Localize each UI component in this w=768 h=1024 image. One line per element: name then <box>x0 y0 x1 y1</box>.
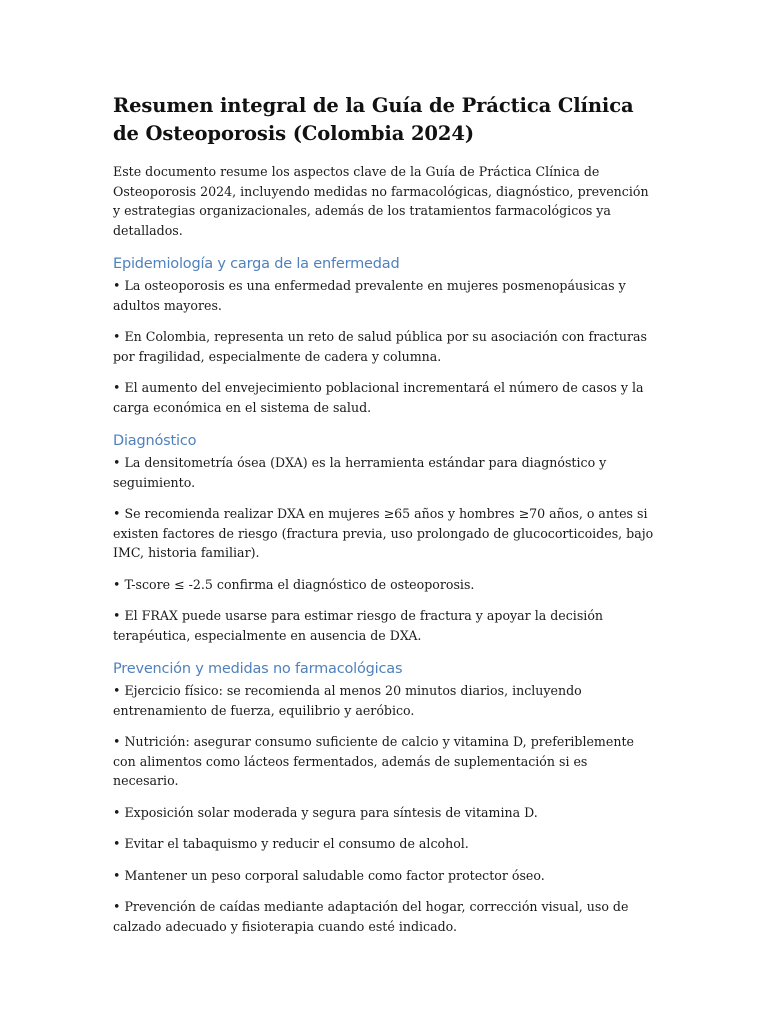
bullet-marker: • <box>113 899 121 914</box>
bullet-item <box>113 897 656 936</box>
bullet-marker: • <box>113 608 121 623</box>
bullet-marker: • <box>113 734 121 749</box>
bullet-text: T-score ≤ -2.5 confirma el diagnóstico de osteoporosis. <box>124 576 475 592</box>
bullet-item <box>113 504 656 563</box>
bullet-marker: • <box>113 804 121 820</box>
bullet-text: En Colombia, representa un reto de salud pública por su asociación con fracturas por fragilidad, especialmente de cadera y columna. <box>113 329 647 364</box>
bullet-text: La densitometría ósea (DXA) es la herramienta estándar para diagnóstico y seguimiento. <box>113 455 607 490</box>
bullet-text: Se recomienda realizar DXA en mujeres ≥65 años y hombres ≥70 años, o antes si existen factores de riesgo (fractura previa, uso prolongado de glucocorticoides, bajo IMC, historia familiar). <box>113 506 654 560</box>
bullet-text: La osteoporosis es una enfermedad prevalente en mujeres posmenopáusicas y adultos mayores. <box>113 278 626 313</box>
bullet-text: El FRAX puede usarse para estimar riesgo de fractura y apoyar la decisión terapéutica, especialmente en ausencia de DXA. <box>113 608 604 643</box>
bullet-text: El aumento del envejecimiento poblacional incrementará el número de casos y la carga económica en el sistema de salud. <box>113 380 644 415</box>
bullet-item <box>113 276 656 315</box>
bullet-text: Nutrición: asegurar consumo suficiente de calcio y vitamina D, preferiblemente con alimentos como lácteos fermentados, además de suplementación si es necesario. <box>113 734 634 788</box>
bullet-item <box>113 378 656 417</box>
section-prevencion <box>113 659 656 936</box>
bullet-text: Ejercicio físico: se recomienda al menos 20 minutos diarios, incluyendo entrenamiento de fuerza, equilibrio y aeróbico. <box>113 683 582 718</box>
bullet-marker: • <box>113 278 121 293</box>
bullet-marker: • <box>113 836 121 851</box>
bullet-marker: • <box>113 506 121 521</box>
section-heading: Epidemiología y carga de la enfermedad <box>113 256 400 272</box>
bullet-item <box>113 681 656 720</box>
bullet-item <box>113 606 656 645</box>
bullet-item <box>113 327 656 366</box>
bullet-marker: • <box>113 867 121 883</box>
bullet-item <box>113 866 656 886</box>
bullet-marker: • <box>113 683 121 698</box>
bullet-text: Mantener un peso corporal saludable como factor protector óseo. <box>124 867 545 883</box>
section-epidemiologia <box>113 254 656 417</box>
section-heading: Diagnóstico <box>113 433 197 449</box>
intro-paragraph: Este documento resume los aspectos clave de la Guía de Práctica Clínica de Osteoporosis 2024, incluyendo medidas no farmacológicas, diagnóstico, prevención y estrategias organizacionales, además de los tratamientos farmacológicos ya detallados. <box>113 164 649 238</box>
bullet-item <box>113 834 656 854</box>
document-title: Resumen integral de la Guía de Práctica Clínica de Osteoporosis (Colombia 2024) <box>113 94 634 145</box>
bullet-marker: • <box>113 380 121 395</box>
bullet-item <box>113 803 656 823</box>
bullet-marker: • <box>113 455 121 470</box>
bullet-text: Exposición solar moderada y segura para síntesis de vitamina D. <box>124 804 538 820</box>
bullet-text: Prevención de caídas mediante adaptación del hogar, corrección visual, uso de calzado adecuado y fisioterapia cuando esté indicado. <box>113 899 629 934</box>
section-diagnostico <box>113 431 656 645</box>
bullet-marker: • <box>113 329 121 344</box>
section-heading: Prevención y medidas no farmacológicas <box>113 661 403 677</box>
bullet-item <box>113 453 656 492</box>
bullet-marker: • <box>113 576 121 592</box>
bullet-item <box>113 575 656 595</box>
bullet-item <box>113 732 656 791</box>
bullet-text: Evitar el tabaquismo y reducir el consumo de alcohol. <box>124 836 469 851</box>
